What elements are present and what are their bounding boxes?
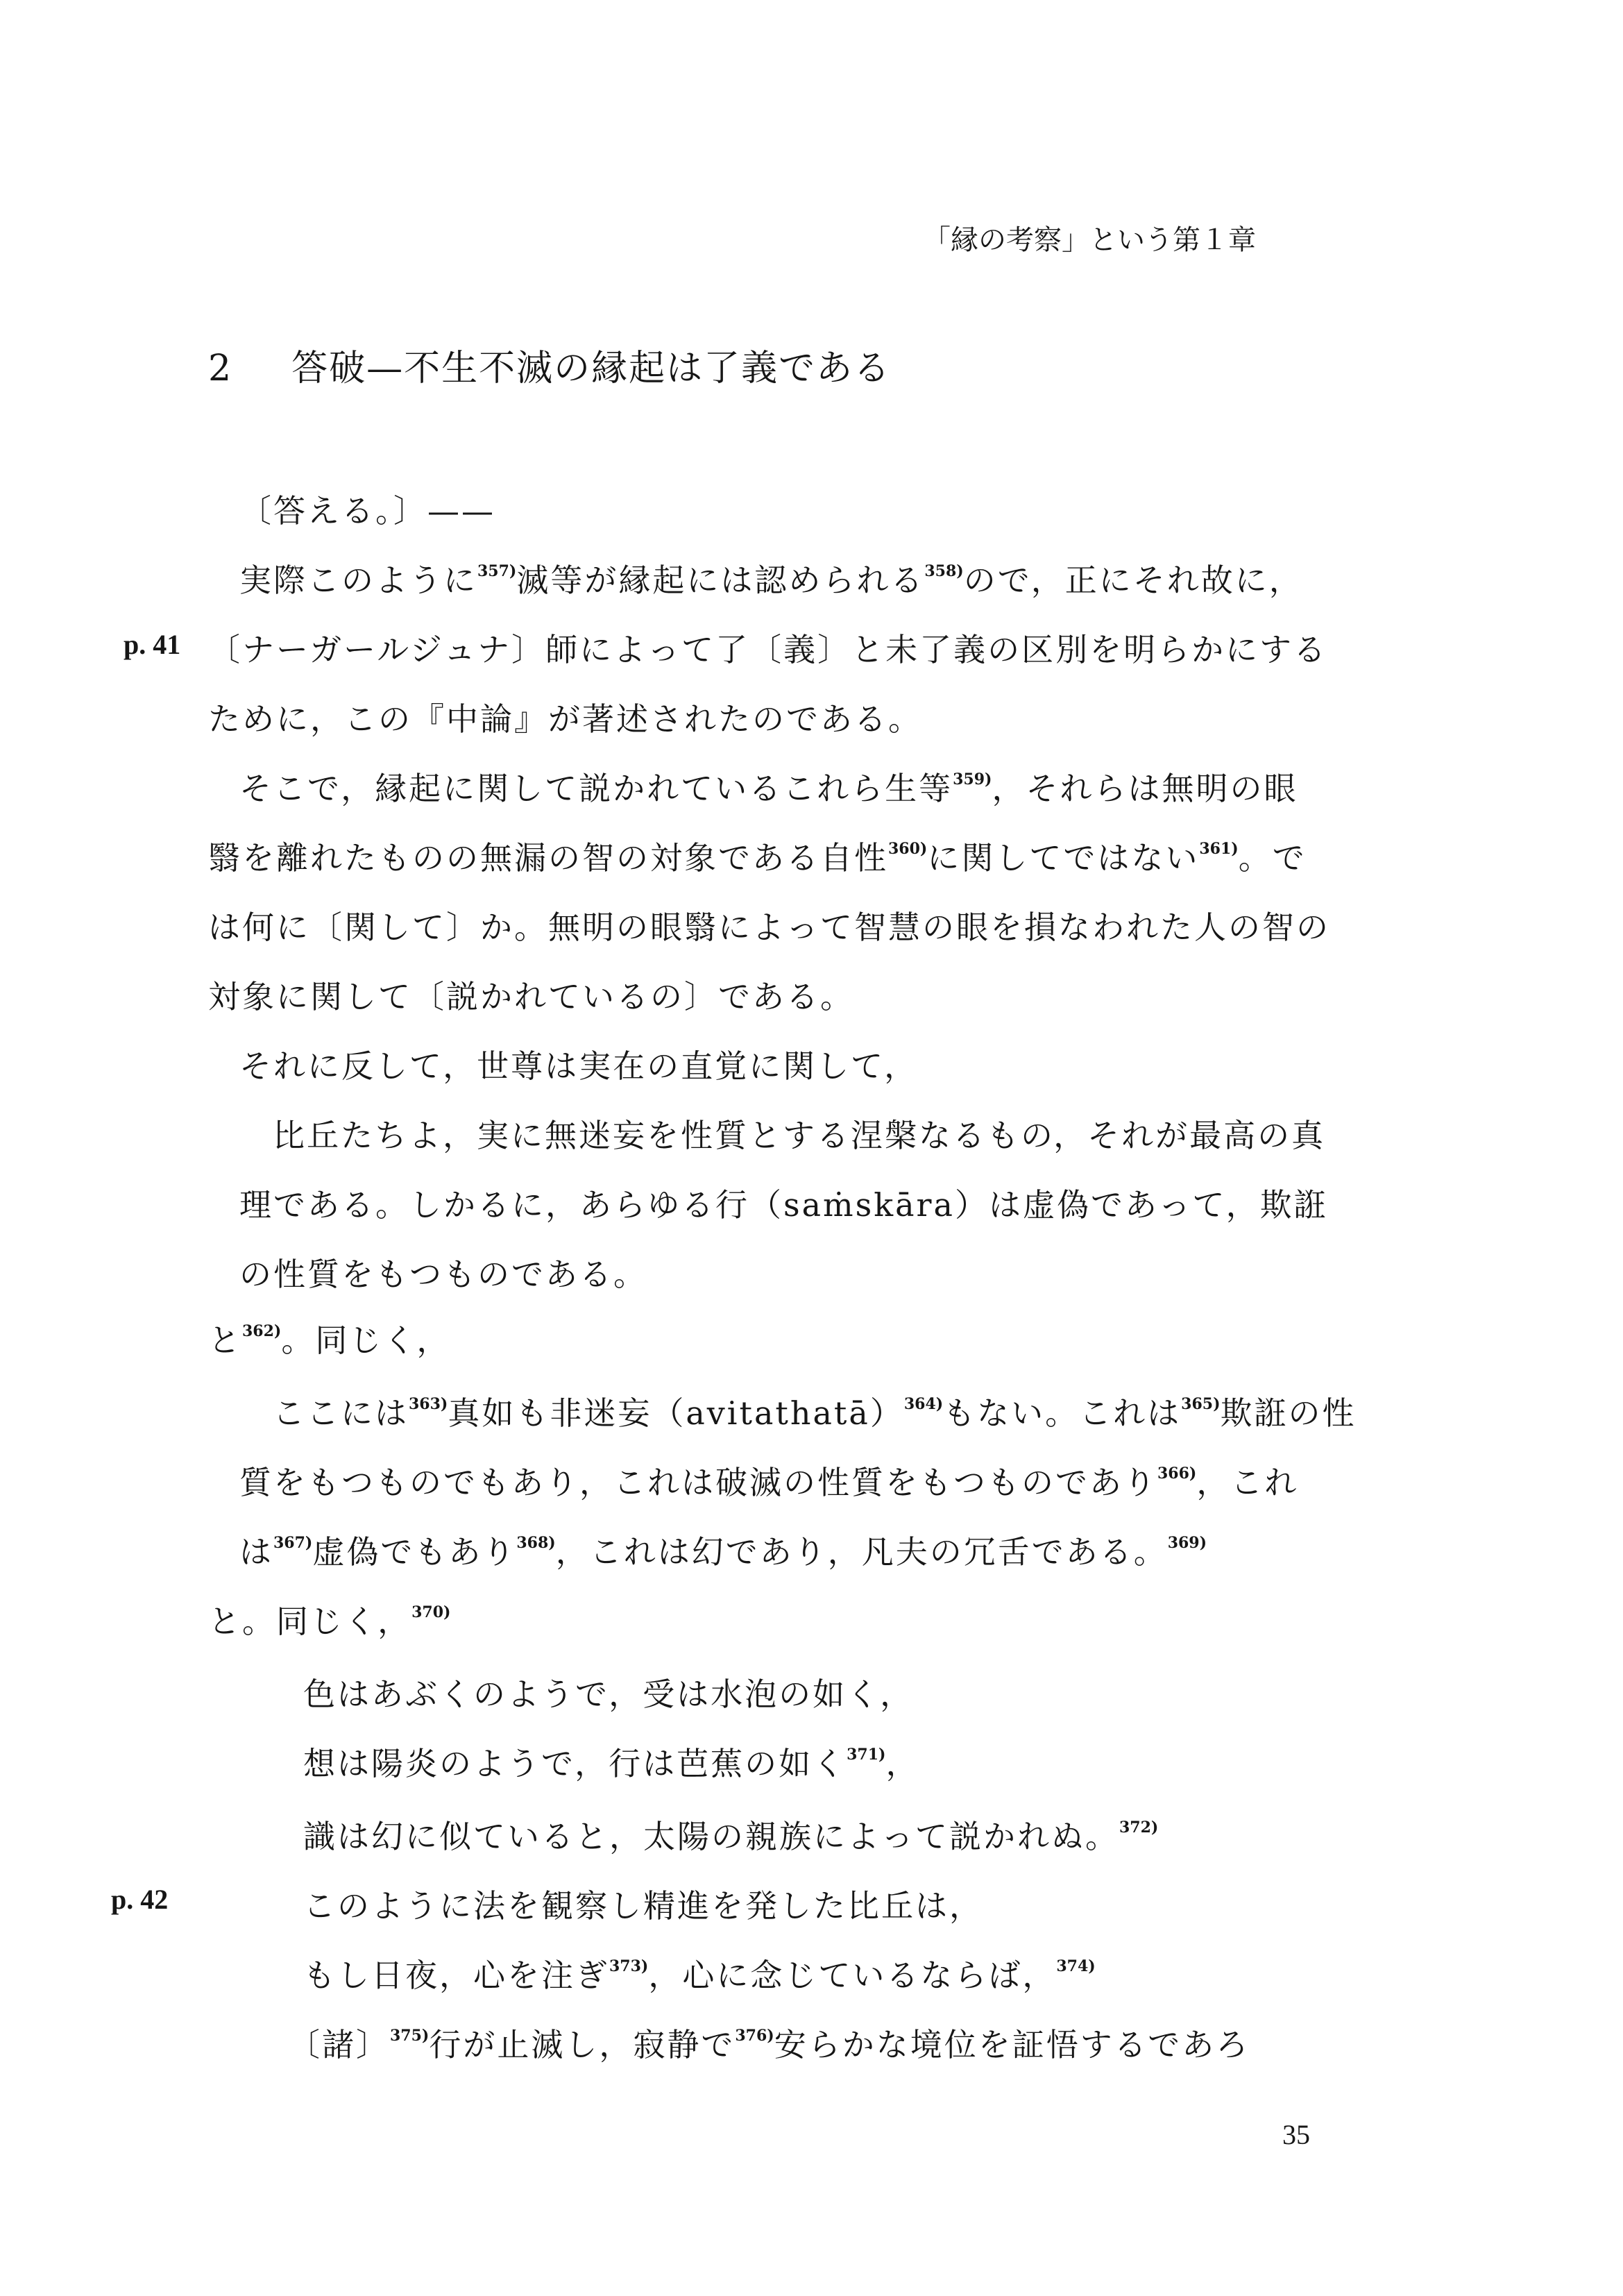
footnote-ref: 375) xyxy=(390,2027,430,2045)
body-line: は何に〔関して〕か。無明の眼翳によって智慧の眼を損なわれた人の智の xyxy=(208,909,1330,946)
margin-page-ref: p. 42 xyxy=(111,1884,169,1915)
footnote-ref: 367) xyxy=(273,1534,313,1552)
section-title xyxy=(208,339,891,391)
text-run: 想は陽炎のようで，行は芭蕉の如く xyxy=(303,1745,847,1782)
section-number: 2 xyxy=(208,348,233,389)
quote-line: の性質をもつものである。 xyxy=(239,1256,647,1293)
verse-line xyxy=(303,1739,919,1784)
footnote-ref: 357) xyxy=(477,562,517,580)
footnote-ref: 361) xyxy=(1199,840,1239,858)
text-run: 滅等が縁起には認められる xyxy=(516,562,925,599)
verse-line: 色はあぶくのようで，受は水泡の如く， xyxy=(303,1675,915,1713)
quote-line xyxy=(239,1458,1298,1503)
footnote-ref: 363) xyxy=(409,1395,448,1413)
body-line xyxy=(239,763,1298,809)
text-run: と xyxy=(208,1322,242,1359)
body-line xyxy=(208,1315,450,1361)
verse-line xyxy=(288,2020,1250,2066)
footnote-ref: 366) xyxy=(1157,1464,1197,1483)
footnote-ref: 371) xyxy=(847,1746,886,1764)
text-run: ここには xyxy=(273,1394,409,1432)
text-run: ，これ xyxy=(1196,1464,1299,1501)
text-run: ， xyxy=(885,1745,920,1782)
text-run: もない。これは xyxy=(943,1394,1182,1432)
body-line xyxy=(208,1596,450,1642)
text-run: は xyxy=(239,1533,273,1571)
text-run: ので，正にそれ故に， xyxy=(963,562,1303,599)
text-run: と。同じく， xyxy=(208,1603,412,1640)
text-run: 真如も非迷妄（avitathatā） xyxy=(448,1394,904,1432)
margin-page-ref: p. 41 xyxy=(124,629,181,660)
verse-line xyxy=(303,1950,1096,1996)
running-header: 「縁の考察」という第１章 xyxy=(923,224,1256,256)
footnote-ref: 368) xyxy=(516,1534,556,1552)
body-line xyxy=(208,833,1307,879)
text-run: 欺誑の性 xyxy=(1220,1394,1357,1432)
quote-line: 理である。しかるに，あらゆる行（saṁskāra）は虚偽であって，欺誑 xyxy=(239,1186,1328,1224)
text-run: 実際このように xyxy=(239,562,477,599)
text-run: ，それらは無明の眼 xyxy=(992,770,1298,807)
footnote-ref: 372) xyxy=(1119,1818,1159,1837)
text-run: 質をもつものでもあり，これは破滅の性質をもつものであり xyxy=(239,1464,1157,1501)
footnote-ref: 359) xyxy=(953,770,992,788)
footnote-ref: 370) xyxy=(411,1603,451,1621)
footnote-ref: 358) xyxy=(924,562,964,580)
footnote-ref: 374) xyxy=(1056,1957,1096,1975)
text-run: 虚偽でもあり xyxy=(312,1533,517,1571)
quote-line: 比丘たちよ，実に無迷妄を性質とする涅槃なるもの，それが最高の真 xyxy=(273,1117,1326,1154)
footnote-ref: 362) xyxy=(242,1322,282,1340)
footnote-ref: 369) xyxy=(1167,1534,1207,1552)
text-run: 識は幻に似ていると，太陽の親族によって説かれぬ。 xyxy=(303,1818,1119,1855)
text-run: ，心に念じているならば， xyxy=(648,1957,1057,1994)
footnote-ref: 364) xyxy=(903,1395,944,1413)
text-run: 行が止滅し，寂静で xyxy=(429,2026,736,2063)
section-heading: 答破—不生不滅の縁起は了義である xyxy=(291,348,892,389)
page-number: 35 xyxy=(1282,2119,1310,2150)
footnote-ref: 376) xyxy=(735,2027,774,2045)
text-run: に関してではない xyxy=(927,839,1200,877)
body-line: それに反して，世尊は実在の直覚に関して， xyxy=(239,1047,919,1085)
verse-line xyxy=(303,1812,1158,1857)
body-line: ために，この『中論』が著述されたのである。 xyxy=(208,700,922,738)
text-run: もし日夜，心を注ぎ xyxy=(303,1957,609,1994)
text-run: 。で xyxy=(1238,839,1307,877)
text-run: そこで，縁起に関して説かれているこれら生等 xyxy=(239,770,953,807)
quote-line xyxy=(239,1527,1207,1573)
footnote-ref: 365) xyxy=(1181,1395,1221,1413)
quote-line xyxy=(273,1388,1357,1434)
body-line: 〔ナーガールジュナ〕師によって了〔義〕と未了義の区別を明らかにする xyxy=(208,631,1328,668)
body-line: 対象に関して〔説かれているの〕である。 xyxy=(208,978,854,1015)
footnote-ref: 360) xyxy=(888,840,928,858)
verse-line: このように法を観察し精進を発した比丘は， xyxy=(303,1887,983,1925)
body-line: 〔答える。〕—— xyxy=(239,492,495,530)
text-run: ，これは幻であり，凡夫の冗舌である。 xyxy=(555,1533,1168,1571)
text-run: 。同じく， xyxy=(281,1322,451,1359)
text-run: 安らかな境位を証悟するであろ xyxy=(774,2026,1250,2063)
body-line xyxy=(239,555,1303,601)
text-run: 翳を離れたものの無漏の智の対象である自性 xyxy=(208,839,888,877)
footnote-ref: 373) xyxy=(609,1957,649,1975)
text-run: 〔諸〕 xyxy=(288,2026,390,2063)
